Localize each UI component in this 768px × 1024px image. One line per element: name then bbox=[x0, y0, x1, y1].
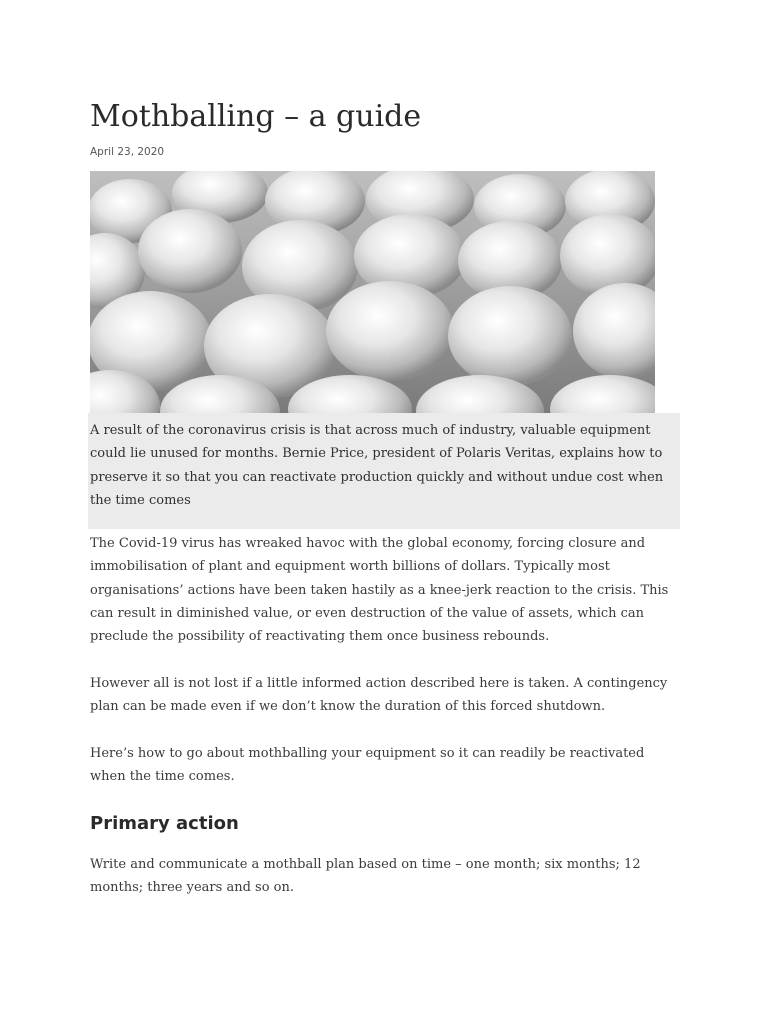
hero-image bbox=[90, 171, 655, 413]
publish-date: April 23, 2020 bbox=[90, 146, 165, 158]
section-heading: Primary action bbox=[90, 813, 239, 834]
standfirst-text: A result of the coronavirus crisis is that across much of industry, valuable equipment could lie unused for months. Bernie Price, president of Polaris Veritas, explains how to preserve it so that you can reactivate production quickly and without undue cost when the time comes bbox=[90, 423, 664, 508]
body-paragraph: Write and communicate a mothball plan based on time – one month; six months; 12 months; three years and so on. bbox=[90, 857, 641, 896]
standfirst-box bbox=[88, 413, 680, 529]
mothballs-photo bbox=[90, 171, 655, 413]
body-paragraph: The Covid-19 virus has wreaked havoc with the global economy, forcing closure and immobilisation of plant and equipment worth billions of dollars. Typically most organisations’ actions have been taken hastily as a knee-jerk reaction to the crisis. This can result in diminished value, or even destruction of the value of assets, which can preclude the possibility of reactivating them once business rebounds. bbox=[90, 536, 669, 645]
body-paragraph: However all is not lost if a little informed action described here is taken. A contingency plan can be made even if we don’t know the duration of this forced shutdown. bbox=[90, 676, 668, 715]
body-paragraph: Here’s how to go about mothballing your equipment so it can readily be reactivated when the time comes. bbox=[90, 746, 645, 785]
article-title: Mothballing – a guide bbox=[90, 99, 422, 134]
